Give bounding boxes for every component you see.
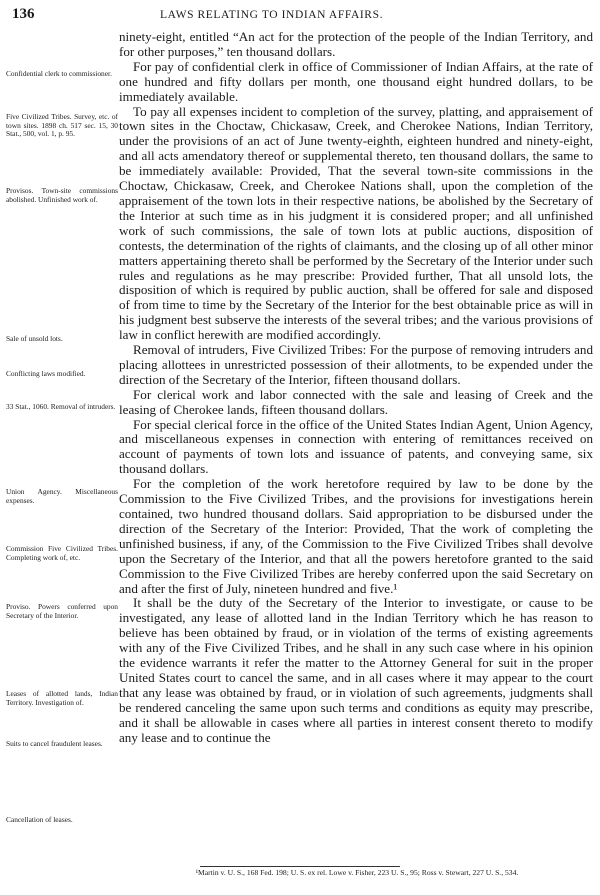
margin-note-commission-five-tribes: Commission Five Civilized Tribes. Completing work of, etc. [6,544,118,562]
footnote: ¹Martin v. U. S., 168 Fed. 198; U. S. ex rel. Lowe v. Fisher, 223 U. S., 95; Ross v. Stewart, 227 U. S., 534. [195,868,519,877]
margin-note-proviso-powers: Proviso. Powers conferred upon Secretary of the Interior. [6,602,118,620]
margin-note-sale-unsold-lots: Sale of unsold lots. [6,334,63,343]
footnote-rule [200,866,400,867]
paragraph-lease-investigation: It shall be the duty of the Secretary of the Interior to investigate, or cause to be investigated, any lease of allotted land in the Indian Territory which he has reason to believe has been obtained by fraud, or in violation of the terms of existing agreements with any of the Five Civilized Tribes, and he shall in any such case where in his opinion the evidence warrants it refer the matter to the Attorney General for suit in the proper United States court to cancel the same, and in all cases where it may appear to the court that any lease was obtained by fraud, or in violation of such agreements, judgments shall be rendered canceling the same upon such terms and conditions as equity may prescribe, and it shall be allowable in cases where all parties in interest consent thereto to modify any lease and to continue the [119,595,593,745]
paragraph-town-site-survey: To pay all expenses incident to completion of the survey, platting, and appraisement of town sites in the Choctaw, Chickasaw, Creek, and Cherokee Nations, Indian Territory, under the provisions of an act of June twenty-eighth, eighteen hundred and ninety-eight, and all acts amendatory thereof or supplemental thereto, ten thousand dollars, the same to be immediately available: Provided, That the several town-site commissions in the Choctaw, Chickasaw, Creek, and Cherokee Nations shall, upon the completion of the appraisement of the town lots in their respective nations, be abolished by the Secretary of the Interior at such time as in his judgment it is considered proper; and all unfinished work of such commissions, the sale of town lots at public auctions, disposition of contests, the determination of the rights of claimants, and the closing up of all other minor matters appertaining thereto shall be performed by the Secretary of the Interior under such rules and regulations as he may prescribe: Provided further, That all unsold lots, the disposition of which is required by public auction, shall be offered for sale and disposed of from time to time by the Secretary of the Interior for the best obtainable price as will in his judgment best subserve the interests of the several tribes; and the various provisions of law in conflict herewith are modified accordingly. [119,103,593,343]
paragraph-removal-intruders: Removal of intruders, Five Civilized Tribes: For the purpose of removing intruders and placing allottees in unrestricted possession of their allotments, to be expended under the direction of the Secretary of the Interior, fifteen thousand dollars. [119,342,593,387]
margin-note-town-site-commissions: Provisos. Town-site commissions abolished. Unfinished work of. [6,186,118,204]
paragraph-confidential-clerk: For pay of confidential clerk in office of Commissioner of Indian Affairs, at the rate of one hundred and fifty dollars per month, one thousand eight hundred dollars, to be immediately available. [119,58,593,104]
paragraph-act-reference: ninety-eight, entitled “An act for the protection of the people of the Indian Territory, and for other purposes,” ten thousand dollars. [119,29,593,59]
margin-note-removal-intruders: 33 Stat., 1060. Removal of intruders. [6,402,116,411]
paragraph-clerical-work: For clerical work and labor connected with the sale and leasing of Creek and the leasing of Cherokee lands, fifteen thousand dollars. [119,386,593,417]
paragraph-union-agency: For special clerical force in the office of the United States Indian Agent, Union Agency, and miscellaneous expenses in connection with entering of remittances received on account of payments of town lots and issuance of patents, and conveying same, six thousand dollars. [119,416,593,477]
margin-note-conflicting-laws: Conflicting laws modified. [6,369,86,378]
running-title: LAWS RELATING TO INDIAN AFFAIRS. [160,9,384,21]
margin-note-union-agency: Union Agency. Miscellaneous expenses. [6,487,118,505]
paragraph-commission-completion: For the completion of the work heretofore required by law to be done by the Commission to the Five Civilized Tribes, and the provisions for investigations herein contained, two hundred thousand dollars. Said appropriation to be disbursed under the direction of the Secretary of the Interior: Provided, That the work of completing the unfinished business, if any, of the Commission to the Five Civilized Tribes shall devolve upon the Secretary of the Interior, and that all the powers heretofore granted to the said Commission to the Five Civilized Tribes are hereby conferred upon the said Secretary on and after the first of July, nineteen hundred and five.¹ [119,476,593,596]
margin-note-fraudulent-leases: Suits to cancel fraudulent leases. [6,739,103,748]
margin-note-town-sites: Five Civilized Tribes. Survey, etc. of town sites. 1898 ch. 517 sec. 15, 30 Stat., 500, vol. 1, p. 95. [6,112,118,139]
page-number: 136 [12,6,35,22]
margin-note-cancellation-leases: Cancellation of leases. [6,815,73,824]
margin-note-confidential-clerk: Confidential clerk to commissioner. [6,69,112,78]
body-text [119,30,593,746]
margin-note-leases-investigation: Leases of allotted lands, Indian Territory. Investigation of. [6,689,118,707]
